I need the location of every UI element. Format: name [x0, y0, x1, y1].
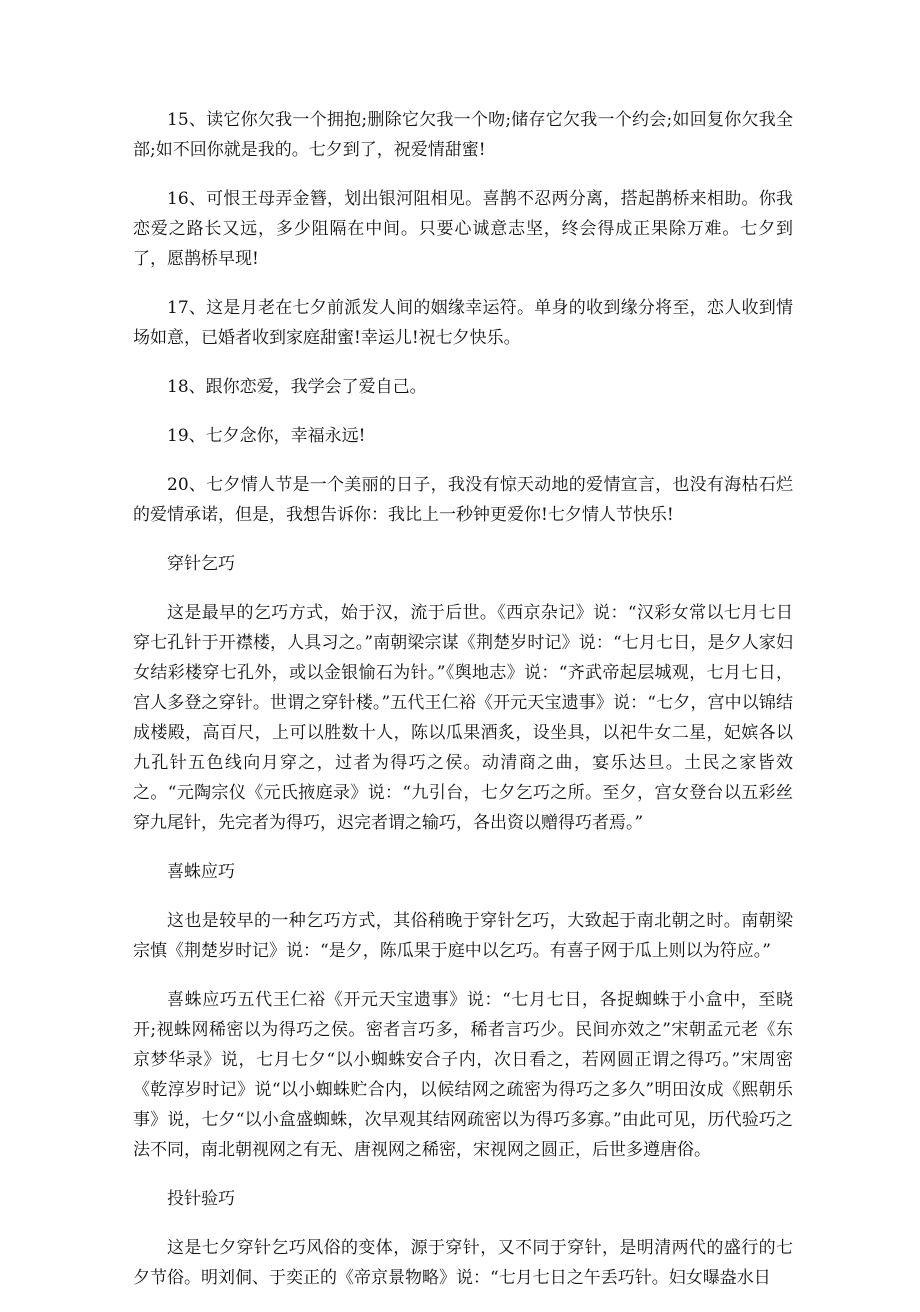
paragraph-touzhen: 这是七夕穿针乞巧风俗的变体，源于穿针，又不同于穿针，是明清两代的盛行的七夕节俗。明刘侗、于奕正的《帝京景物略》说：“七月七日之午丢巧针。妇女曝盎水日	[133, 1238, 793, 1288]
paragraph-chuanzhen: 这是最早的乞巧方式，始于汉，流于后世。《西京杂记》说：“汉彩女常以七月七日穿七孔针于开襟楼，人具习之。”南朝梁宗谋《荆楚岁时记》说：“七月七日，是夕人家妇女结彩楼穿七孔外，或以金银愉石为针。”《舆地志》说：“齐武帝起层城观，七月七日，宫人多登之穿针。世谓之穿针楼。”五代王仁裕《开元天宝遗事》说：“七夕，宫中以锦结成楼殿，高百尺，上可以胜数十人，陈以瓜果酒炙，设坐具，以祀牛女二星，妃嫔各以九孔针五色线向月穿之，过者为得巧之侯。动清商之曲，宴乐达旦。土民之家皆效之。“元陶宗仪《元氏掖庭录》说：“九引台，七夕乞巧之所。至夕，宫女登台以五彩丝穿九尾针，先完者为得巧，迟完者谓之输巧，各出资以赠得巧者焉。”	[133, 603, 793, 833]
paragraph-xizhu-2: 喜蛛应巧五代王仁裕《开元天宝遗事》说：“七月七日，各捉蜘蛛于小盒中，至晓开;视蛛网稀密以为得巧之侯。密者言巧多，稀者言巧少。民间亦效之”宋朝孟元老《东京梦华录》说，七月七夕“以小蜘蛛安合子内，次日看之，若网圆正谓之得巧。”宋周密《乾淳岁时记》说“以小蜘蛛贮合内，以候结网之疏密为得巧之多久”明田汝成《熙朝乐事》说，七夕“以小盒盛蜘蛛，次早观其结网疏密以为得巧多寡。”由此可见，历代验巧之法不同，南北朝视网之有无、唐视网之稀密，宋视网之圆正，后世多遵唐俗。	[133, 990, 793, 1160]
document-body	[133, 105, 793, 1312]
section-heading-chuanzhen: 穿针乞巧	[167, 554, 235, 574]
section-heading-xizhu: 喜蛛应巧	[167, 862, 235, 882]
paragraph-18: 18、跟你恋爱，我学会了爱自己。	[167, 377, 427, 397]
paragraph-19: 19、七夕念你，幸福永远!	[167, 426, 366, 446]
paragraph-16: 16、可恨王母弄金簪，划出银河阻相见。喜鹊不忍两分离，搭起鹊桥来相助。你我恋爱之路长又远，多少阻隔在中间。只要心诚意志坚，终会得成正果除万难。七夕到了，愿鹊桥早现!	[133, 189, 793, 269]
paragraph-17: 17、这是月老在七夕前派发人间的姻缘幸运符。单身的收到缘分将至，恋人收到情场如意，已婚者收到家庭甜蜜!幸运儿!祝七夕快乐。	[133, 298, 793, 348]
paragraph-15: 15、读它你欠我一个拥抱;删除它欠我一个吻;储存它欠我一个约会;如回复你欠我全部;如不回你就是我的。七夕到了，祝爱情甜蜜!	[133, 110, 793, 160]
section-heading-touzhen: 投针验巧	[167, 1189, 235, 1209]
paragraph-xizhu-1: 这也是较早的一种乞巧方式，其俗稍晚于穿针乞巧，大致起于南北朝之时。南朝梁宗慎《荆楚岁时记》说：“是夕，陈瓜果于庭中以乞巧。有喜子网于瓜上则以为符应。”	[133, 911, 793, 961]
paragraph-20: 20、七夕情人节是一个美丽的日子，我没有惊天动地的爱情宣言，也没有海枯石烂的爱情承诺，但是，我想告诉你：我比上一秒钟更爱你!七夕情人节快乐!	[133, 475, 793, 525]
